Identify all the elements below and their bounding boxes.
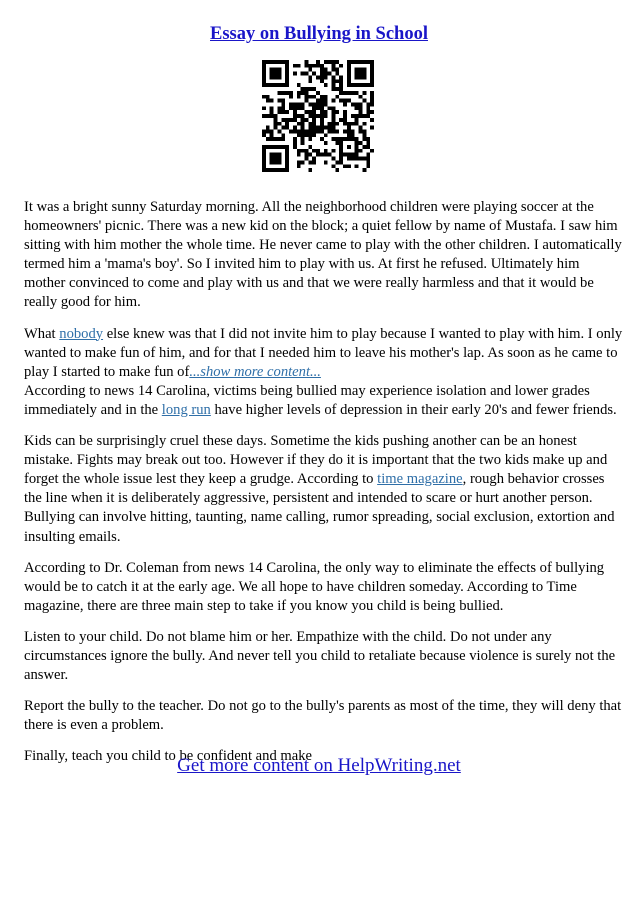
paragraph-2	[24, 325, 624, 382]
paragraph-text: Kids can be surprisingly cruel these days. Sometime the kids pushing another can be an honest mistake. Fights may break out too. However if they do it is important that the two kids make up and forget the whole issue lest they keep a grudge. According to	[24, 433, 608, 488]
essay-body	[24, 198, 624, 778]
paragraph-5	[24, 559, 624, 616]
paragraph-4	[24, 432, 624, 547]
show-more-link[interactable]: ...show more content...	[189, 363, 321, 380]
paragraph-3	[24, 382, 624, 420]
paragraph-text: What	[24, 325, 60, 342]
link-nobody[interactable]: nobody	[59, 325, 104, 342]
link-time-magazine[interactable]: time magazine	[377, 471, 463, 488]
paragraph-6	[24, 628, 624, 685]
paragraph-text: It was a bright sunny Saturday morning. All the neighborhood children were playing soccer at the homeowners' picnic. There was a new kid on the block; a quiet fellow by name of Mustafa. I saw him sitting with him mother the whole time. He never came to play with the other children. I automatically termed him a 'mama's boy'. So I invited him to play with us. At first he refused. Ultimately him mother convinced to come and play with us and that we were really harmless and that it would be really good for him.	[24, 199, 622, 311]
qr-code-icon	[262, 60, 374, 172]
paragraph-text: According to news 14 Carolina, victims being bullied may experience isolation and lower grades immediately and in the	[24, 382, 590, 418]
paragraph-text: Report the bully to the teacher. Do not go to the bully's parents as most of the time, they will deny that there is even a problem.	[24, 698, 622, 734]
paragraph-1	[24, 198, 624, 313]
paragraph-text: Finally, teach you child to be confident and make	[24, 748, 313, 765]
paragraph-text: have higher levels of depression in their early 20's and fewer friends.	[210, 401, 617, 418]
link-long-run[interactable]: long run	[161, 401, 211, 418]
essay-title[interactable]: Essay on Bullying in School	[210, 24, 428, 44]
paragraph-7	[24, 697, 624, 735]
paragraph-text: Listen to your child. Do not blame him or her. Empathize with the child. Do not under any circumstances ignore the bully. And never tell you child to retaliate because violence is surely not the answer.	[24, 628, 616, 684]
paragraph-text: According to Dr. Coleman from news 14 Carolina, the only way to eliminate the effects of bullying would be to catch it at the early age. We all hope to have children someday. According to Time magazine, there are three main step to take if you know you child is being bullied.	[24, 559, 605, 614]
paragraph-text: else knew was that I did not invite him to play because I wanted to play with him. I only wanted to make fun of him, and for that I needed him to leave his mother's lap. As soon as he came to play I started to make fun of	[24, 325, 623, 380]
paragraph-text: , rough behavior crosses the line when it is deliberately aggressive, persistent and intended to scare or hurt another person. Bullying can involve hitting, taunting, name calling, rumor spreading, social exclusion, extortion and insulting emails.	[24, 471, 615, 545]
footer-link[interactable]: Get more content on HelpWriting.net	[177, 755, 461, 776]
